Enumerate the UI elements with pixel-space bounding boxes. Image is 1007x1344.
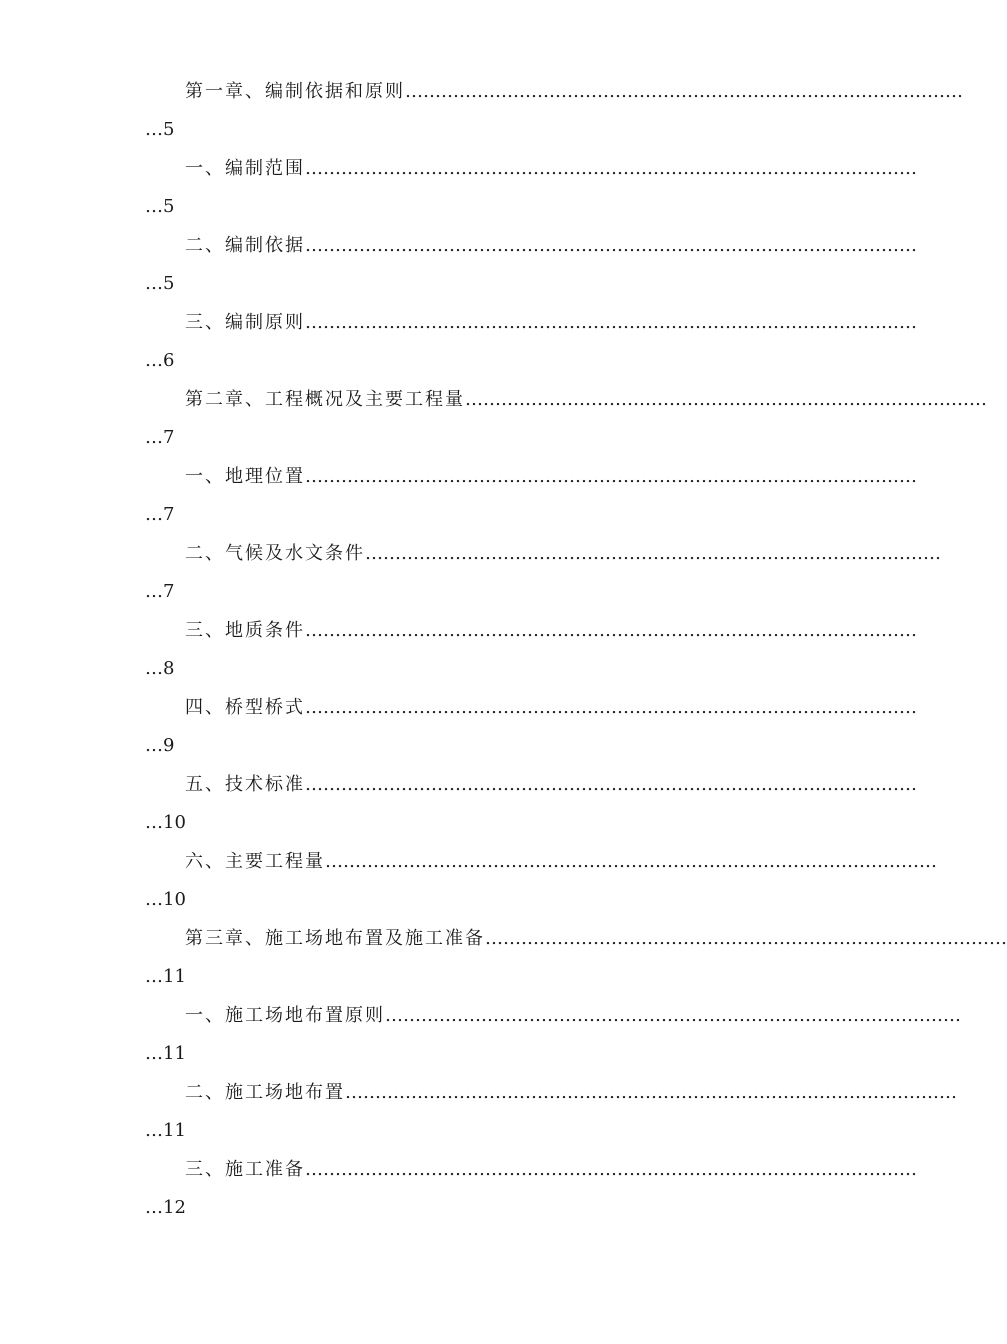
toc-page-number: …12 — [145, 1197, 186, 1218]
toc-page-number: …11 — [145, 1120, 186, 1141]
toc-page-number: …6 — [145, 350, 175, 371]
toc-entry-title-line — [185, 848, 937, 876]
toc-entry[interactable] — [0, 78, 963, 155]
toc-entry-title-line — [185, 386, 987, 414]
toc-entry[interactable] — [0, 848, 950, 925]
toc-entry-title-line — [185, 463, 917, 491]
toc-page-number: …11 — [145, 966, 186, 987]
toc-entry[interactable] — [0, 386, 987, 463]
toc-dot-leader: ………………………………………………………………………………………… — [305, 774, 917, 795]
toc-entry-title-line — [185, 232, 917, 260]
toc-entry-title-line — [185, 309, 917, 337]
toc-dot-leader: ………………………………………………………………………………………… — [305, 620, 917, 641]
toc-entry-title: 六、主要工程量 — [185, 851, 325, 872]
toc-entry[interactable] — [0, 309, 950, 386]
toc-page-number: …8 — [145, 658, 175, 679]
toc-entry-title-line — [185, 771, 917, 799]
toc-entry-title: 四、桥型桥式 — [185, 697, 305, 718]
toc-entry[interactable] — [0, 1002, 961, 1079]
toc-entry-title: 三、编制原则 — [185, 312, 305, 333]
toc-entry[interactable] — [0, 694, 950, 771]
toc-page-number: …10 — [145, 812, 186, 833]
toc-entry-title: 三、地质条件 — [185, 620, 305, 641]
toc-entry-title-line — [185, 694, 917, 722]
toc-dot-leader: ………………………………………………………………………………………… — [305, 235, 917, 256]
toc-dot-leader: ………………………………………………………………………………………… — [305, 466, 917, 487]
toc-page-number: …5 — [145, 273, 175, 294]
toc-entry-title: 五、技术标准 — [185, 774, 305, 795]
toc-entry-title-line — [185, 155, 917, 183]
toc-dot-leader: ………………………………………………………………………………………… — [325, 851, 937, 872]
toc-dot-leader: ………………………………………………………………………………………… — [305, 1159, 917, 1180]
toc-entry-title-line — [185, 78, 963, 106]
toc-entry-title-line — [185, 1079, 957, 1107]
toc-entry-title: 二、施工场地布置 — [185, 1082, 345, 1103]
toc-entry-title-line — [185, 1002, 961, 1030]
toc-page-number: …7 — [145, 581, 175, 602]
toc-entry-title: 第一章、编制依据和原则 — [185, 81, 405, 102]
toc-entry[interactable] — [0, 771, 950, 848]
toc-entry-title: 二、编制依据 — [185, 235, 305, 256]
toc-entry-title: 一、地理位置 — [185, 466, 305, 487]
toc-dot-leader: ………………………………………………………………………………………… — [305, 158, 917, 179]
toc-entry[interactable] — [0, 232, 950, 309]
toc-dot-leader: …………………………………………………………………………… — [465, 389, 987, 410]
toc-entry[interactable] — [0, 540, 950, 617]
toc-page-number: …10 — [145, 889, 186, 910]
toc-dot-leader: …………………………………………………………………………… — [485, 928, 1007, 949]
toc-dot-leader: …………………………………………………………………………………… — [365, 543, 941, 564]
toc-entry-title-line — [185, 925, 1007, 953]
toc-page-number: …7 — [145, 504, 175, 525]
toc-page-number: …9 — [145, 735, 175, 756]
toc-entry[interactable] — [0, 1156, 950, 1233]
toc-entry-title-line — [185, 617, 917, 645]
toc-dot-leader: …………………………………………………………………………………… — [385, 1005, 961, 1026]
toc-entry[interactable] — [0, 463, 950, 540]
toc-entry[interactable] — [0, 925, 1007, 1002]
toc-entry-title-line — [185, 1156, 917, 1184]
toc-entry-title: 二、气候及水文条件 — [185, 543, 365, 564]
toc-entry-title: 三、施工准备 — [185, 1159, 305, 1180]
toc-page-number: …5 — [145, 119, 175, 140]
toc-entry-title: 第二章、工程概况及主要工程量 — [185, 389, 465, 410]
toc-entry-title-line — [185, 540, 941, 568]
toc-entry[interactable] — [0, 155, 950, 232]
toc-page-number: …5 — [145, 196, 175, 217]
toc-entry[interactable] — [0, 617, 950, 694]
toc-entry[interactable] — [0, 1079, 957, 1156]
toc-dot-leader: ………………………………………………………………………………………… — [305, 312, 917, 333]
toc-dot-leader: ………………………………………………………………………………………… — [345, 1082, 957, 1103]
toc-dot-leader: ………………………………………………………………………………………… — [305, 697, 917, 718]
toc-entry-title: 第三章、施工场地布置及施工准备 — [185, 928, 485, 949]
toc-entry-title: 一、编制范围 — [185, 158, 305, 179]
toc-entry-title: 一、施工场地布置原则 — [185, 1005, 385, 1026]
toc-page-number: …7 — [145, 427, 175, 448]
toc-dot-leader: ………………………………………………………………………………… — [405, 81, 963, 102]
toc-page-number: …11 — [145, 1043, 186, 1064]
